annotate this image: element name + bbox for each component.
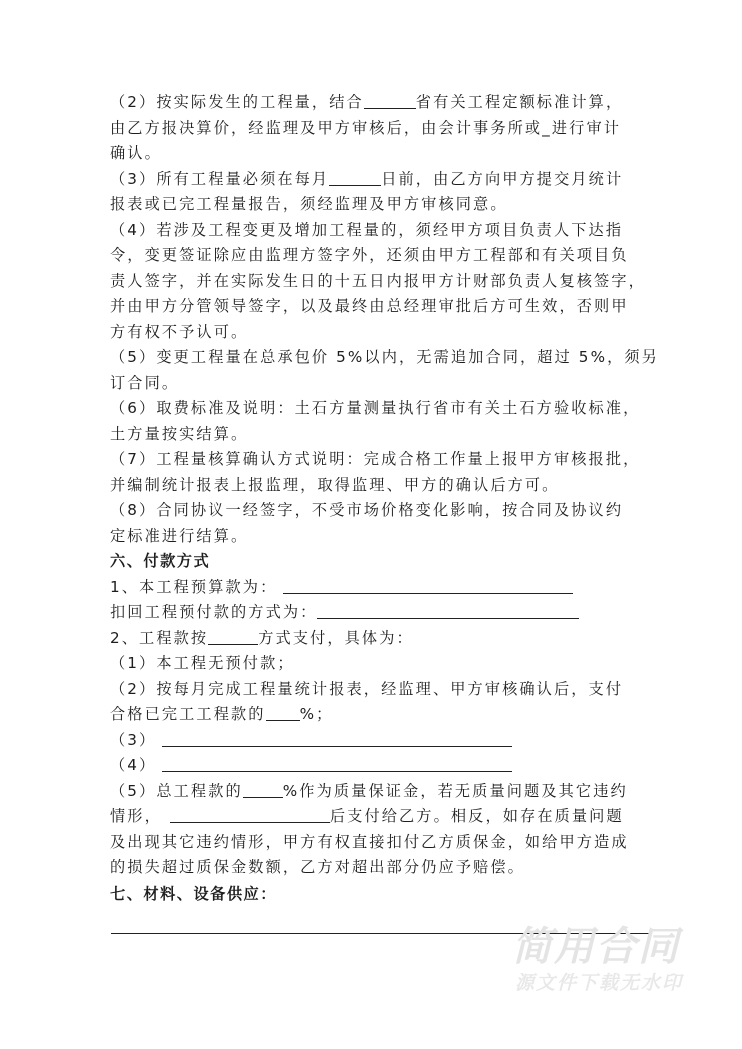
payment-item-5-cont: 情形， 后支付给乙方。相反，如存在质量问题 [110,807,624,825]
payment-item-5: （5）总工程款的 %作为质量保证金，若无质量问题及其它违约 [110,781,628,800]
section-heading-materials: 七、材料、设备供应： [110,885,277,903]
recover-method-field[interactable] [317,601,579,619]
text-line: 并由甲方分管领导签字，以及最终由总经理审批后方可生效，否则甲 [110,297,629,315]
text-line: 定标准进行结算。 [110,526,249,545]
text-line: （3）所有工程量必须在每月 日前，由乙方向甲方提交月统计 [110,169,624,188]
retention-release-field[interactable] [170,805,330,823]
retention-percent-field[interactable] [243,780,283,798]
text-line: 确认。 [110,144,162,162]
payment-item-4-field[interactable] [162,754,512,772]
payment-item-3-field[interactable] [162,729,512,747]
payment-method-field[interactable] [208,627,258,645]
text-line: 责人签字，并在实际发生日的十五日内报甲方计财部负责人复核签字， [110,271,646,290]
text-line: （2）按实际发生的工程量，结合 省有关工程定额标准计算， [110,93,624,111]
text-line: （5）变更工程量在总承包价 5%以内，无需追加合同，超过 5%，须另 [110,348,659,366]
text-line: （8）合同协议一经签字，不受市场价格变化影响，按合同及协议约 [110,501,624,519]
budget-line: 1、本工程预算款为： [110,575,573,600]
fill-blank-province[interactable] [364,91,416,109]
payment-item-1: （1）本工程无预付款； [110,654,295,672]
text-line: 订合同。 [110,373,180,392]
recover-line: 扣回工程预付款的方式为： [110,600,579,625]
payment-method-line: 2、工程款按 方式支付，具体为： [110,628,414,647]
text-line: 由乙方报决算价，经监理及甲方审核后，由会计事务所或_进行审计 [110,118,622,137]
text-line: 及出现其它违约情形，甲方有权直接扣付乙方质保金，如给甲方造成 [110,832,629,851]
text-line: 的损失超过质保金数额，乙方对超出部分仍应予赔偿。 [110,858,525,876]
payment-item-2: （2）按每月完成工程量统计报表，经监理、甲方审核确认后，支付 [110,679,624,698]
text-line: 土方量按实结算。 [110,424,249,443]
text-line: 令，变更签证除应由监理方签字外，还须由甲方工程部和有关项目负 [110,246,629,264]
text-line: （4）若涉及工程变更及增加工程量的，须经甲方项目负责人下达指 [110,220,624,239]
payment-item-3: （3） [110,728,512,753]
payment-item-2-cont: 合格已完工工程款的 %； [110,705,334,723]
text-line: （7）工程量核算确认方式说明：完成合格工作量上报甲方审核报批， [110,450,641,468]
watermark-subtitle: 源文件下载无水印 [515,972,684,994]
watermark-title: 简用合同 [512,924,680,970]
text-line: 方有权不予认可。 [110,322,249,341]
text-line: 并编制统计报表上报监理，取得监理、甲方的确认后方可。 [110,475,560,494]
section-heading-payment: 六、付款方式 [110,552,211,570]
text-line: （6）取费标准及说明：土石方量测量执行省市有关土石方验收标准， [110,399,641,417]
budget-amount-field[interactable] [283,576,573,594]
payment-item-4: （4） [110,753,512,778]
text-line: 报表或已完工程量报告，须经监理及甲方审核同意。 [110,195,508,213]
monthly-percent-field[interactable] [266,703,300,721]
fill-blank-day[interactable] [329,168,381,186]
